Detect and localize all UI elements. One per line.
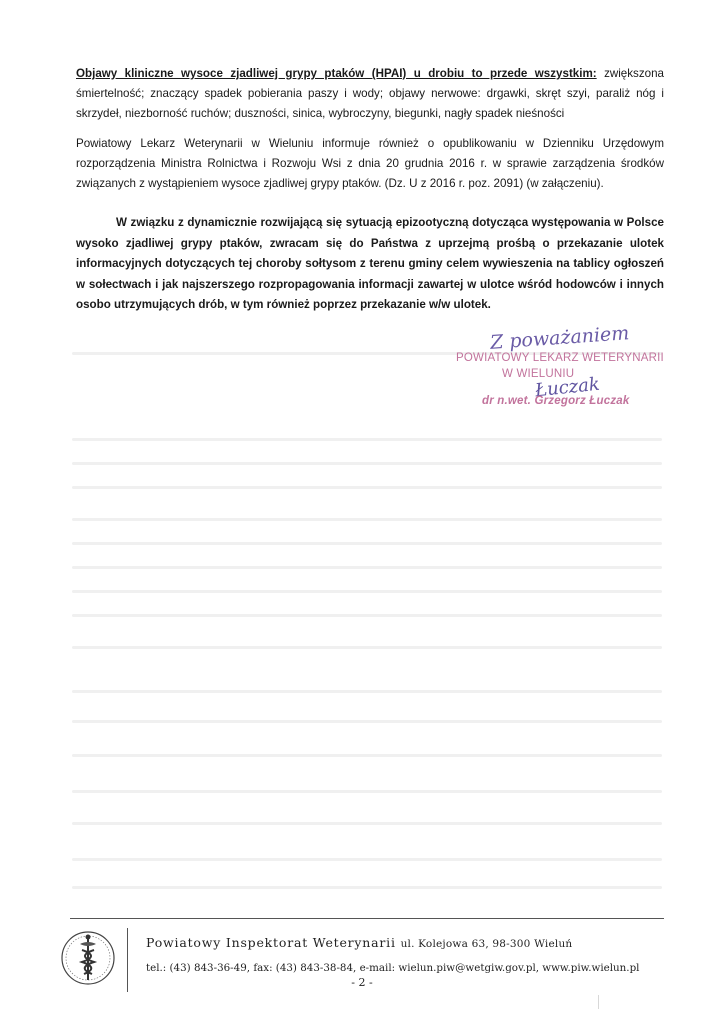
handwritten-greeting: Z poważaniem [489,322,630,354]
bleed-through-line [72,886,662,889]
bleed-through-line [72,690,662,693]
bleed-through-line [72,720,662,723]
stamp-location-line: W WIELUNIU [502,368,575,380]
bleed-through-line [72,438,662,441]
bleed-through-line [72,486,662,489]
bleed-through-line [72,518,662,521]
bleed-through-line [72,566,662,569]
page-number: - 2 - [351,976,373,989]
institution-name: Powiatowy Inspektorat Weterynarii [146,935,396,950]
regulation-paragraph: Powiatowy Lekarz Weterynarii w Wieluniu informuje również o opublikowaniu w Dzienniku Urzędowym rozporządzenia Ministra Rolnictwa i Rozwoju Wsi z dnia 20 grudnia 2016 r. w sprawie zarządzenia środków związanych z wystąpieniem wysoce zjadliwej grypy ptaków. (Dz. U z 2016 r. poz. 2091) (w załączeniu). [76,137,664,190]
signature: Łuczak [534,373,601,402]
bleed-through-line [72,614,662,617]
scan-mark [598,995,599,1009]
bleed-through-line [72,858,662,861]
bleed-through-line [72,822,662,825]
official-stamp [450,322,690,422]
footer-institution-line [146,935,572,950]
stamp-name-line: dr n.wet. Grzegorz Łuczak [482,395,630,407]
footer-divider [70,918,664,919]
bleed-through-line [72,754,662,757]
footer-contact-line: tel.: (43) 843-36-49, fax: (43) 843-38-84, e-mail: wielun.piw@wetgiw.gov.pl, www.piw.wielun.pl [146,962,640,974]
institution-address: ul. Kolejowa 63, 98-300 Wieluń [400,938,573,950]
bleed-through-line [72,590,662,593]
request-paragraph: W związku z dynamicznie rozwijającą się sytuacją epizootyczną dotycząca występowania w Polsce wysoko zjadliwej grypy ptaków, zwracam się do Państwa z uprzejmą prośbą o przekazanie ulotek informacyjnych dotyczących tej choroby sołtysom z terenu gminy celem wywieszenia na tablicy ogłoszeń w sołectwach i jak najszerszego rozpropagowania informacji zawartej w ulotce wśród hodowców i innych osobo utrzymujących drób, w tym również poprzez przekazanie w/w ulotek. [76,216,664,311]
clinical-signs-text: zwiększona śmiertelność; znaczący spadek pobierania paszy i wody; objawy nerwowe: drgawki, skręt szyi, paraliż nóg i skrzydeł, niezborność ruchów; duszności, sinica, wybroczyny, biegunki, nagły spadek nieśności [76,67,664,120]
bleed-through-line [72,462,662,465]
bleed-through-line [72,646,662,649]
clinical-signs-paragraph [76,64,664,124]
stamp-title-line: POWIATOWY LEKARZ WETERYNARII [456,352,664,364]
bleed-through-line [72,542,662,545]
bleed-through-line [72,790,662,793]
clinical-signs-heading: Objawy kliniczne wysoce zjadliwej grypy ptaków (HPAI) u drobiu to przede wszystkim: [76,67,597,80]
